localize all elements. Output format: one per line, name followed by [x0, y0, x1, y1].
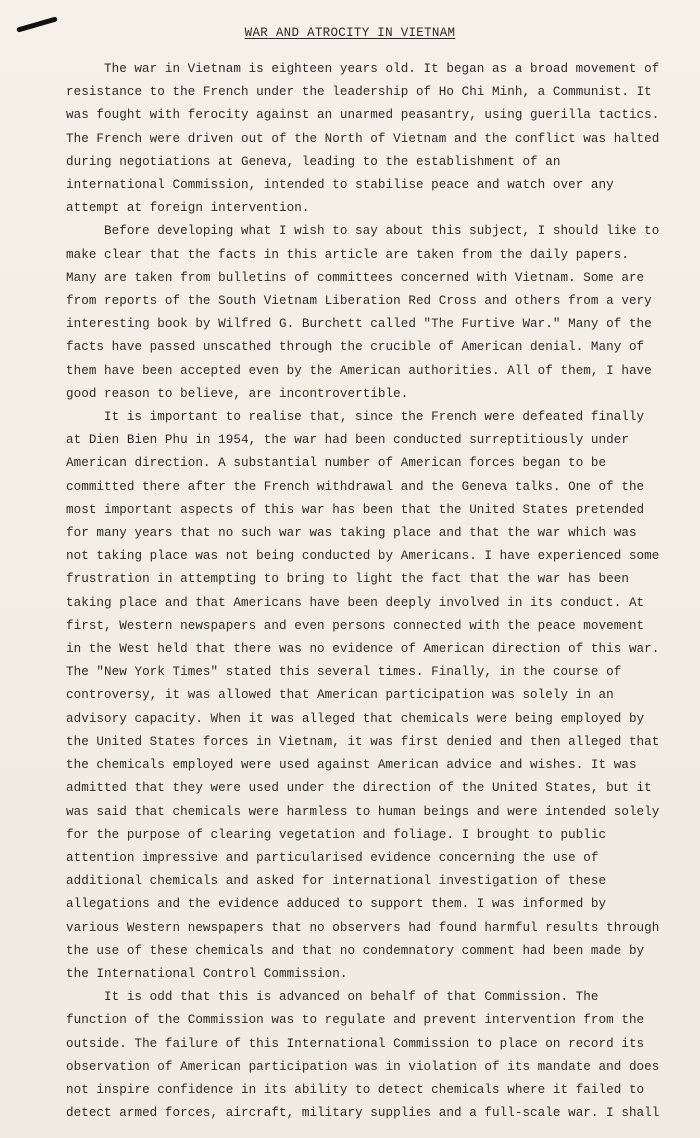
paragraph: The war in Vietnam is eighteen years old. It began as a broad movement of resistance to the French under the leadership of Ho Chi Minh, a Communist. It was fought with ferocity against an unarmed peasantry, using guerilla tactics. The French were driven out of the North of Vietnam and the conflict was halted during negotiations at Geneva, leading to the establishment of an international Commission, intended to stabilise peace and watch over any attempt at foreign intervention.	[66, 62, 660, 216]
paragraph: It is important to realise that, since the French were defeated finally at Dien Bien Phu in 1954, the war had been conducted surreptitiously under American direction. A substantial number of American forces began to be committed there after the French withdrawal and the Geneva talks. One of the most important aspects of this war has been that the United States pretended for many years that no such war was taking place and that the war which was not taking place was not being conducted by Americans. I have experienced some frustration in attempting to bring to light the fact that the war has been taking place and that Americans have been deeply involved in its conduct. At first, Western newspapers and even persons connected with the peace movement in the West held that there was no evidence of American direction of this war. The "New York Times" stated this several times. Finally, in the course of controversy, it was allowed that American participation was solely in an advisory capacity. When it was alleged that chemicals were being employed by the United States forces in Vietnam, it was first denied and then alleged that the chemicals employed were used against American advice and wishes. It was admitted that they were used under the direction of the United States, but it was said that chemicals were harmless to human beings and were intended solely for the purpose of clearing vegetation and foliage. I brought to public attention impressive and particularised evidence concerning the use of additional chemicals and asked for international investigation of these allegations and the evidence adduced to support them. I was informed by various Western newspapers that no observers had found harmful results through the use of these chemicals and that no condemnatory comment had been made by the International Control Commission.	[66, 410, 660, 981]
paragraph: Before developing what I wish to say about this subject, I should like to make clear that the facts in this article are taken from the daily papers. Many are taken from bulletins of committees concerned with Vietnam. Some are from reports of the South Vietnam Liberation Red Cross and others from a very interesting book by Wilfred G. Burchett called "The Furtive War." Many of the facts have passed unscathed through the crucible of American denial. Many of them have been accepted even by the American authorities. All of them, I have good reason to believe, are incontrovertible.	[66, 224, 660, 401]
page-title: WAR AND ATROCITY IN VIETNAM	[244, 26, 456, 40]
paragraph: It is odd that this is advanced on behalf of that Commission. The function of the Commission was to regulate and prevent intervention from the outside. The failure of this International Commission to place on record its observation of American participation was in violation of its mandate and does not inspire confidence in its ability to detect chemicals where it failed to detect armed forces, aircraft, military supplies and a full-scale war. I shall	[66, 990, 660, 1121]
body-text	[66, 58, 666, 1125]
